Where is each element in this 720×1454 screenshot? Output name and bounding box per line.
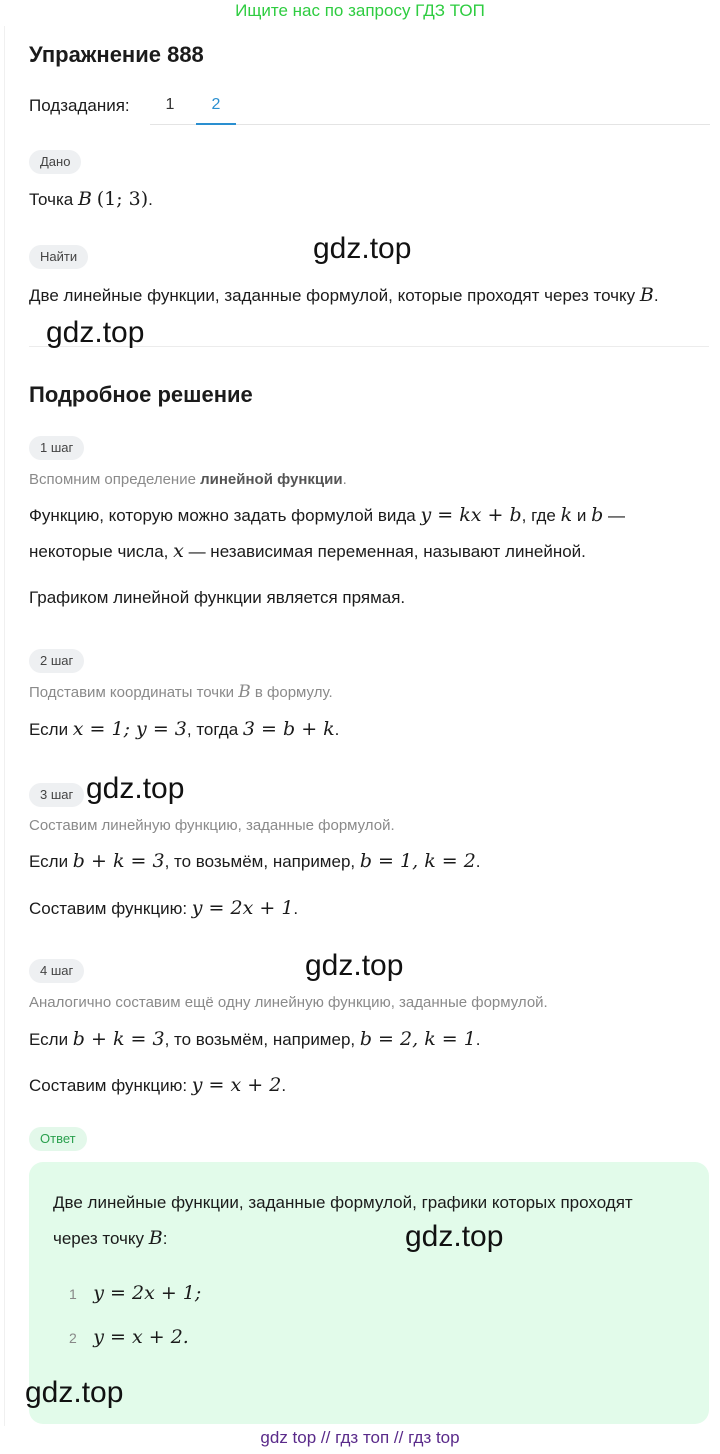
step-text: Функцию, которую можно задать формулой вида y = kx + b, где k и b — — [29, 504, 625, 526]
watermark: gdz.top — [405, 1220, 504, 1253]
step-2 — [29, 649, 84, 673]
active-tab-indicator — [196, 123, 236, 125]
step-text: Графиком линейной функции является прямая. — [29, 588, 406, 607]
watermark: gdz.top — [25, 1376, 124, 1409]
find-text: Две линейные функции, заданные формулой, которые проходят через точку B. — [29, 284, 659, 306]
tab-subtask-1[interactable]: 1 — [165, 96, 175, 113]
watermark: gdz.top — [46, 316, 145, 349]
given-text: Точка B (1; 3). — [29, 188, 153, 210]
answer-list-item: 2 y = x + 2. — [69, 1326, 189, 1348]
step-pill: 2 шаг — [29, 649, 84, 673]
step-hint: Составим линейную функцию, заданные формулой. — [29, 817, 395, 834]
step-hint: Вспомним определение линейной функции. — [29, 471, 347, 488]
step-hint: Аналогично составим ещё одну линейную функцию, заданные формулой. — [29, 994, 548, 1011]
step-3 — [29, 783, 84, 807]
top-banner: Ищите нас по запросу ГДЗ ТОП — [235, 1, 485, 20]
subtasks-label: Подзадания: — [29, 96, 130, 115]
step-text: некоторые числа, x — независимая переменная, называют линейной. — [29, 540, 586, 562]
step-pill: 1 шаг — [29, 436, 84, 460]
answer-pill: Ответ — [29, 1127, 87, 1151]
step-4 — [29, 959, 84, 983]
tab-subtask-2[interactable]: 2 — [211, 96, 221, 113]
answer-text: Две линейные функции, заданные формулой, графики которых проходят — [53, 1193, 633, 1212]
given-section — [29, 150, 81, 174]
answer-section — [29, 1127, 87, 1151]
watermark: gdz.top — [313, 232, 412, 265]
step-text: Составим функцию: y = x + 2. — [29, 1074, 287, 1096]
step-text: Если x = 1; y = 3, тогда 3 = b + k. — [29, 718, 340, 740]
step-text: Если b + k = 3, то возьмём, например, b = 1, k = 2. — [29, 850, 481, 872]
step-hint: Подставим координаты точки B в формулу. — [29, 682, 333, 702]
answer-list-item: 1 y = 2x + 1; — [69, 1282, 202, 1304]
footer-links[interactable]: gdz top // гдз топ // гдз top — [260, 1428, 460, 1447]
given-pill: Дано — [29, 150, 81, 174]
step-pill: 3 шаг — [29, 783, 84, 807]
find-section — [29, 245, 88, 269]
step-text: Если b + k = 3, то возьмём, например, b = 2, k = 1. — [29, 1028, 481, 1050]
step-pill: 4 шаг — [29, 959, 84, 983]
step-text: Составим функцию: y = 2x + 1. — [29, 897, 299, 919]
solution-title: Подробное решение — [29, 382, 253, 407]
page-title: Упражнение 888 — [29, 42, 204, 67]
find-pill: Найти — [29, 245, 88, 269]
step-1 — [29, 436, 84, 460]
answer-text: через точку B: — [53, 1227, 168, 1249]
watermark: gdz.top — [86, 772, 185, 805]
watermark: gdz.top — [305, 949, 404, 982]
